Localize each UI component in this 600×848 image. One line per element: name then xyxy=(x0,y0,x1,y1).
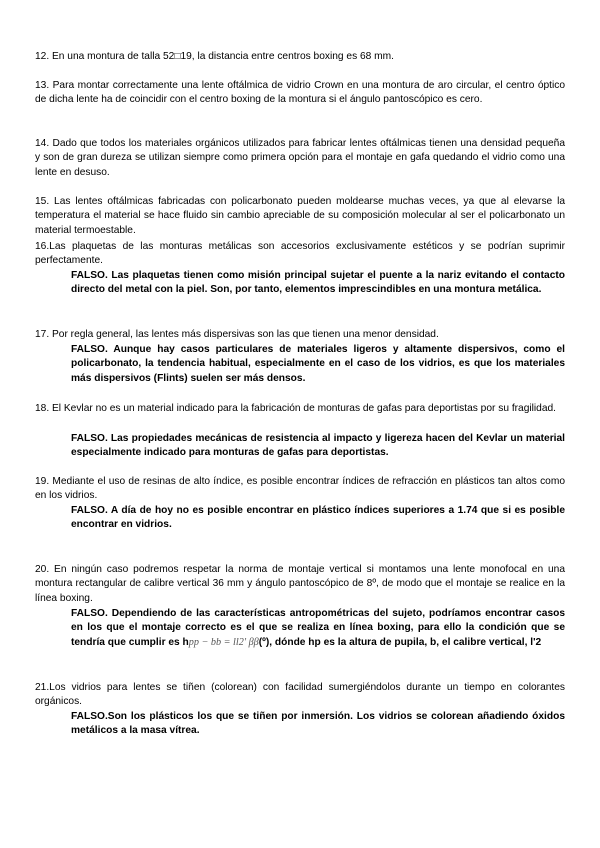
question-21: 21.Los vidrios para lentes se tiñen (colorean) con facilidad sumergiéndolos durante un tiempo en colorantes orgánicos. xyxy=(35,682,565,708)
answer-18: FALSO. Las propiedades mecánicas de resistencia al impacto y ligereza hacen del Kevlar un material especialmente indicado para monturas de gafas para deportistas. xyxy=(71,433,565,459)
answer-19: FALSO. A día de hoy no es posible encontrar en plástico índices superiores a 1.74 que si es posible encontrar en vidrios. xyxy=(71,505,565,531)
answer-17: FALSO. Aunque hay casos particulares de materiales ligeros y altamente dispersivos, como el policarbonato, la tendencia habitual, especialmente en el caso de los vidrios, es que los materiales más dispersivos (Flints) suelen ser más densos. xyxy=(71,344,565,384)
answer-20-formula: pp − bb = ll2′ ββ xyxy=(188,636,259,648)
question-17: 17. Por regla general, las lentes más dispersivas son las que tienen una menor densidad. xyxy=(35,329,439,340)
question-12: 12. En una montura de talla 52□19, la distancia entre centros boxing es 68 mm. xyxy=(35,51,394,62)
answer-21: FALSO.Son los plásticos los que se tiñen por inmersión. Los vidrios se colorean añadiendo óxidos metálicos a la masa vítrea. xyxy=(71,711,565,737)
answer-16: FALSO. Las plaquetas tienen como misión principal sujetar el puente a la nariz evitando el contacto directo del metal con la piel. Son, por tanto, elementos imprescindibles en una montura metálica. xyxy=(71,270,565,296)
answer-20 xyxy=(71,607,565,650)
answer-20-text-before: FALSO. Dependiendo de las características antropométricas del sujeto, podríamos encontrar casos en los que el montaje correcto es el que se realiza en línea boxing, para ello la condición que se tendría que cumplir es h xyxy=(71,608,565,648)
question-20: 20. En ningún caso podremos respetar la norma de montaje vertical si montamos una lente monofocal en una montura rectangular de calibre vertical 36 mm y ángulo pantoscópico de 8º, de modo que el montaje se realice en la línea boxing. xyxy=(35,564,565,604)
question-16: 16.Las plaquetas de las monturas metálicas son accesorios exclusivamente estéticos y se podrían suprimir perfectamente. xyxy=(35,241,565,267)
question-15: 15. Las lentes oftálmicas fabricadas con policarbonato pueden moldearse muchas veces, ya que al elevarse la temperatura el material se hace fluido sin cambio apreciable de su composición molecular al ser el policarbonato un material termoestable. xyxy=(35,196,565,236)
question-13: 13. Para montar correctamente una lente oftálmica de vidrio Crown en una montura de aro circular, el centro óptico de dicha lente ha de coincidir con el centro boxing de la montura si el ángulo pantoscópico es cero. xyxy=(35,80,565,106)
question-19: 19. Mediante el uso de resinas de alto índice, es posible encontrar índices de refracción en plásticos tan altos como en los vidrios. xyxy=(35,476,565,502)
answer-20-text-after: (º), dónde hp es la altura de pupila, b, el calibre vertical, l'2 xyxy=(258,636,542,648)
question-18: 18. El Kevlar no es un material indicado para la fabricación de monturas de gafas para deportistas por su fragilidad. xyxy=(35,403,556,414)
question-14: 14. Dado que todos los materiales orgánicos utilizados para fabricar lentes oftálmicas tienen una densidad pequeña y son de gran dureza se utilizan siempre como primera opción para el montaje en gafa quedando el vidrio como una lente en desuso. xyxy=(35,138,565,178)
